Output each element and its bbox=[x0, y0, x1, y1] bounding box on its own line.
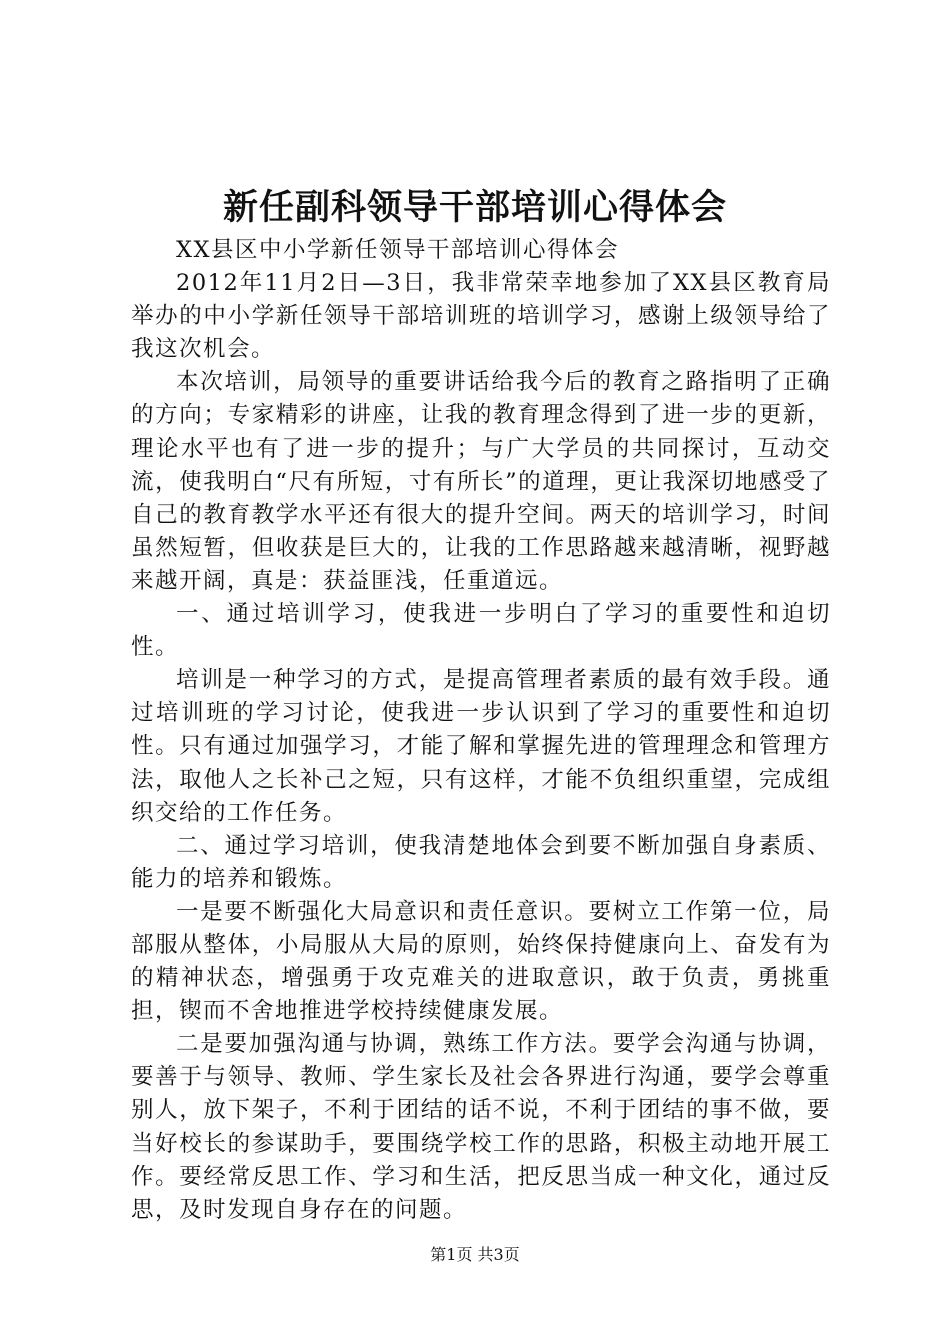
document-body bbox=[131, 234, 831, 1227]
paragraph-heading-one: 一、通过培训学习，使我进一步明白了学习的重要性和迫切性。 bbox=[131, 601, 831, 661]
document-title: 新任副科领导干部培训心得体会 bbox=[222, 187, 727, 228]
paragraph-training-summary: 本次培训，局领导的重要讲话给我今后的教育之路指明了正确的方向；专家精彩的讲座，让我的教育理念得到了进一步的更新，理论水平也有了进一步的提升；与广大学员的共同探讨，互动交流，使我明白“尺有所短，寸有所长”的道理，更让我深切地感受了自己的教育教学水平还有很大的提升空间。两天的培训学习，时间虽然短暂，但收获是巨大的，让我的工作思路越来越清晰，视野越来越开阔，真是：获益匪浅，任重道远。 bbox=[131, 369, 831, 594]
paragraph-intro: 2012年11月2日—3日，我非常荣幸地参加了XX县区教育局举办的中小学新任领导干部培训班的培训学习，感谢上级领导给了我这次机会。 bbox=[131, 270, 831, 363]
page-number-footer: 第1页 共3页 bbox=[430, 1245, 520, 1264]
paragraph-learning: 培训是一种学习的方式，是提高管理者素质的最有效手段。通过培训班的学习讨论，使我进一步认识到了学习的重要性和迫切性。只有通过加强学习，才能了解和掌握先进的管理理念和管理方法，取他人之长补己之短，只有这样，才能不负组织重望，完成组织交给的工作任务。 bbox=[131, 667, 831, 826]
paragraph-subtitle: XX县区中小学新任领导干部培训心得体会 bbox=[176, 237, 620, 263]
paragraph-point-two: 二是要加强沟通与协调，熟练工作方法。要学会沟通与协调，要善于与领导、教师、学生家长及社会各界进行沟通，要学会尊重别人，放下架子，不利于团结的话不说，不利于团结的事不做，要当好校长的参谋助手，要围绕学校工作的思路，积极主动地开展工作。要经常反思工作、学习和生活，把反思当成一种文化，通过反思，及时发现自身存在的问题。 bbox=[131, 1031, 831, 1223]
paragraph-heading-two: 二、通过学习培训，使我清楚地体会到要不断加强自身素质、能力的培养和锻炼。 bbox=[131, 832, 831, 892]
paragraph-point-one: 一是要不断强化大局意识和责任意识。要树立工作第一位，局部服从整体，小局服从大局的原则，始终保持健康向上、奋发有为的精神状态，增强勇于攻克难关的进取意识，敢于负责，勇挑重担，锲而不舍地推进学校持续健康发展。 bbox=[131, 898, 831, 1025]
